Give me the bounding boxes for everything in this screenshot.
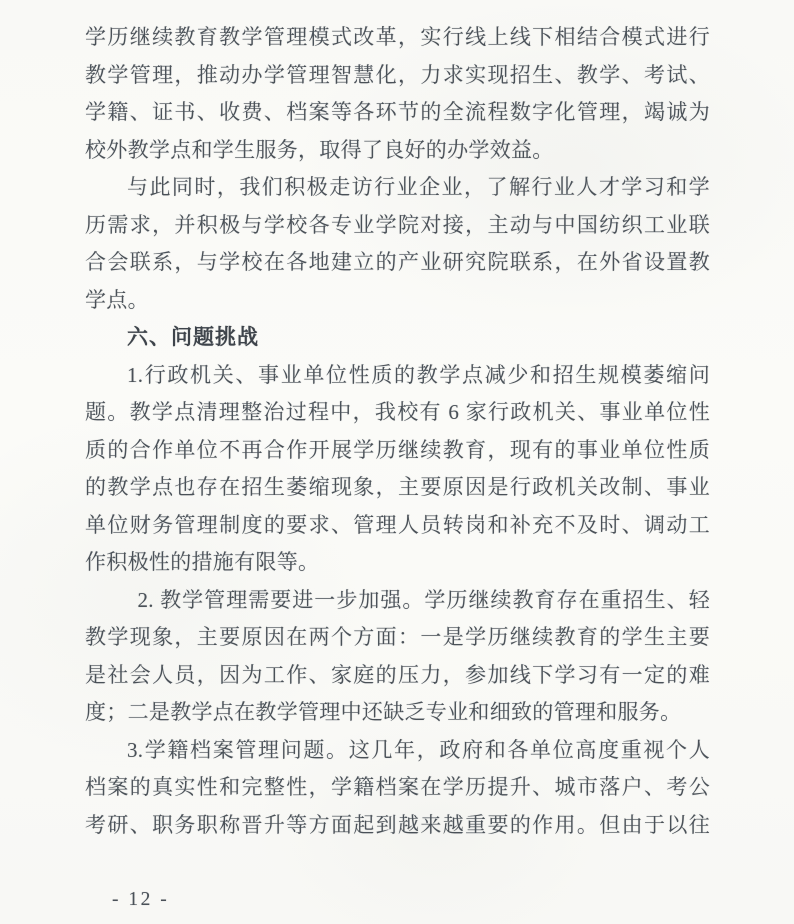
text-line: 教学管理，推动办学管理智慧化，力求实现招生、教学、考试、 <box>85 62 710 87</box>
text-line: 作积极性的措施有限等。 <box>85 550 320 574</box>
text-line: 档案的真实性和完整性，学籍档案在学历提升、城市落户、考公 <box>85 775 710 799</box>
paragraph <box>85 169 710 319</box>
text-line: 学籍、证书、收费、档案等各环节的全流程数字化管理，竭诚为 <box>85 100 710 124</box>
page-number: - 12 - <box>112 889 170 910</box>
text-line: 2. 教学管理需要进一步加强。学历继续教育存在重招生、轻 <box>137 587 710 612</box>
text-line: 的教学点也存在招生萎缩现象，主要原因是行政机关改制、事业 <box>85 475 710 499</box>
paragraph <box>85 357 710 582</box>
paragraph <box>85 582 710 732</box>
text-line: 历需求，并积极与学校各专业学院对接，主动与中国纺织工业联 <box>85 212 710 237</box>
text-line: 与此同时，我们积极走访行业企业，了解行业人才学习和学 <box>127 175 710 199</box>
text-line: 考研、职务职称晋升等方面起到越来越重要的作用。但由于以往 <box>85 812 710 837</box>
text-line: 题。教学点清理整治过程中，我校有 6 家行政机关、事业单位性 <box>85 400 710 424</box>
text-line: 是社会人员，因为工作、家庭的压力，参加线下学习有一定的难 <box>85 662 710 687</box>
text-line: 学点。 <box>85 287 149 312</box>
document-body <box>85 19 710 844</box>
text-line: 教学现象，主要原因在两个方面：一是学历继续教育的学生主要 <box>85 625 710 649</box>
text-line: 合会联系，与学校在各地建立的产业研究院联系，在外省设置教 <box>85 250 710 274</box>
text-line: 度；二是教学点在教学管理中还缺乏专业和细致的管理和服务。 <box>85 700 682 724</box>
heading-text: 六、问题挑战 <box>127 326 259 349</box>
section-heading <box>85 319 710 357</box>
paragraph <box>85 19 710 169</box>
text-line: 学历继续教育教学管理模式改革，实行线上线下相结合模式进行 <box>85 25 710 49</box>
text-line: 质的合作单位不再合作开展学历继续教育，现有的事业单位性质 <box>85 437 710 462</box>
text-line: 校外教学点和学生服务，取得了良好的办学效益。 <box>85 137 554 162</box>
text-line: 3.学籍档案管理问题。这几年，政府和各单位高度重视个人 <box>127 737 710 762</box>
text-line: 1.行政机关、事业单位性质的教学点减少和招生规模萎缩问 <box>127 362 710 387</box>
text-line: 单位财务管理制度的要求、管理人员转岗和补充不及时、调动工 <box>85 512 710 537</box>
paragraph <box>85 732 710 845</box>
